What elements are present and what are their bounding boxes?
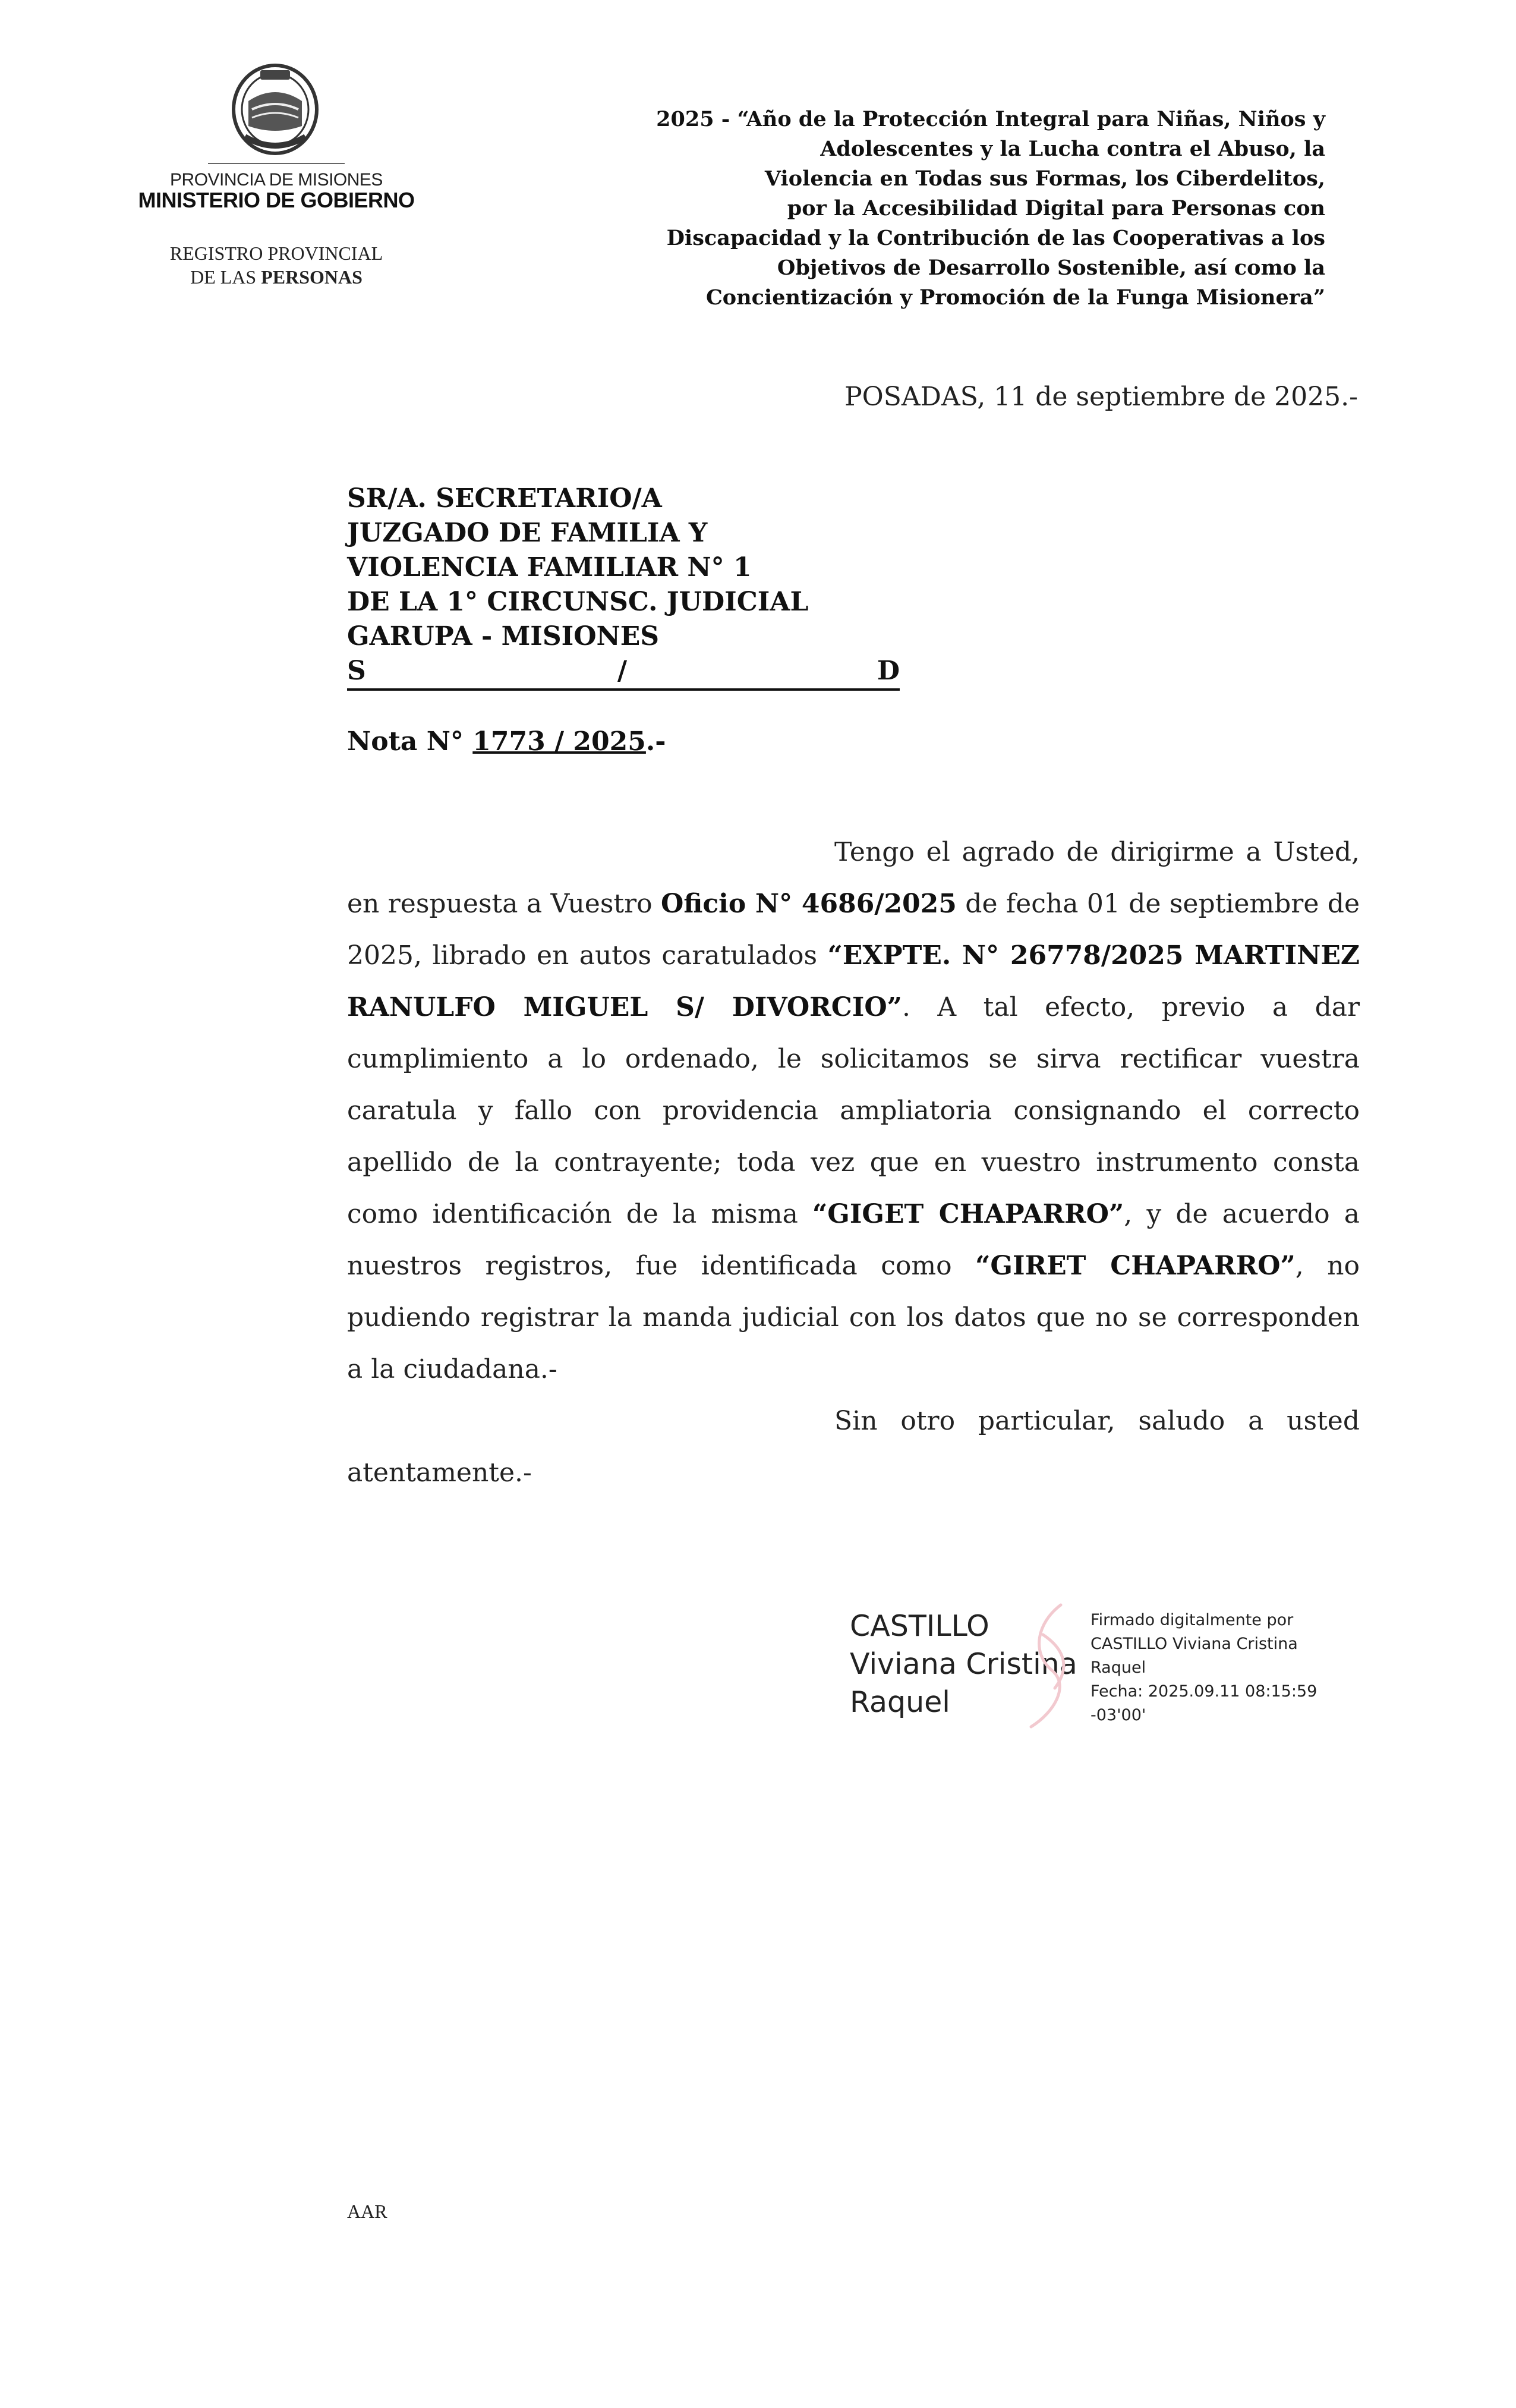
motto-line: Concientización y Promoción de la Funga Misionera”	[705, 285, 1325, 310]
signer-name-line: Raquel	[850, 1685, 950, 1719]
motto-line: Discapacidad y la Contribución de las Cooperativas a los	[666, 226, 1325, 250]
sd-slash: /	[617, 656, 628, 686]
correct-surname: “GIRET CHAPARRO”	[975, 1251, 1296, 1281]
digital-signature-info	[1090, 1609, 1317, 1727]
logo-divider	[208, 163, 345, 164]
signer-name-line: CASTILLO	[850, 1609, 989, 1643]
motto-line: 2025 - “Año de la Protección Integral para Niñas, Niños y	[656, 107, 1325, 131]
addressee-line: GARUPA - MISIONES	[347, 621, 660, 651]
province-seal-logo	[225, 59, 326, 160]
oficio-reference: Oficio N° 4686/2025	[661, 889, 957, 919]
ministry-name: MINISTERIO DE GOBIERNO	[138, 188, 415, 212]
motto-line: por la Accesibilidad Digital para Personas con	[787, 196, 1325, 221]
signature-watermark-icon	[1019, 1599, 1085, 1736]
case-reference: “EXPTE. N° 26778/2025 MARTINEZ RANULFO MIGUEL S/ DIVORCIO”	[347, 940, 1360, 1022]
province-name: PROVINCIA DE MISIONES	[170, 170, 383, 190]
body-paragraph	[347, 826, 1360, 1395]
note-suffix: .-	[645, 726, 666, 757]
body-text: , no pudiendo registrar la manda judicial con los datos que no se corresponden a la ciudadana.-	[347, 1251, 1360, 1384]
addressee-line: DE LA 1° CIRCUNSC. JUDICIAL	[347, 587, 809, 617]
body-text: . A tal efecto, previo a dar cumplimiento a lo ordenado, le solicitamos se sirva rectificar vuestra caratula y fallo con providencia ampliatoria consignando el correcto apellido de la contrayente; toda vez que en vuestro instrumento consta como identificación de la misma	[347, 992, 1360, 1229]
typist-initials: AAR	[347, 2201, 387, 2222]
year-motto	[553, 105, 1325, 313]
note-number-value: 1773 / 2025	[472, 726, 646, 757]
registry-line-2	[149, 265, 404, 289]
sd-d: D	[877, 656, 900, 686]
addressee-line: VIOLENCIA FAMILIAR N° 1	[347, 552, 752, 583]
body-text: Tengo el agrado de dirigirme a Usted, en respuesta a Vuestro	[347, 837, 1360, 919]
signature-info-line: Raquel	[1090, 1658, 1146, 1677]
signer-name-line: Viviana Cristina	[850, 1647, 1077, 1681]
motto-line: Objetivos de Desarrollo Sostenible, así como la	[777, 256, 1325, 280]
note-label: Nota N°	[347, 726, 464, 757]
body-text: de fecha 01 de septiembre de 2025, librado en autos caratulados	[347, 889, 1360, 971]
registry-name	[149, 241, 404, 289]
motto-line: Adolescentes y la Lucha contra el Abuso, la	[820, 137, 1325, 161]
body-text: , y de acuerdo a nuestros registros, fue identificada como	[347, 1199, 1360, 1281]
closing-paragraph: Sin otro particular, saludo a usted atentamente.-	[347, 1406, 1360, 1488]
addressee-line: SR/A. SECRETARIO/A	[347, 483, 662, 514]
signature-info-line: Fecha: 2025.09.11 08:15:59	[1090, 1682, 1318, 1701]
note-number	[347, 726, 666, 757]
place-date: POSADAS, 11 de septiembre de 2025.-	[844, 382, 1358, 412]
addressee-block	[347, 481, 941, 691]
addressee-line: JUZGADO DE FAMILIA Y	[347, 518, 708, 548]
letter-body	[347, 826, 1360, 1499]
signature-info-line: CASTILLO Viviana Cristina	[1090, 1635, 1298, 1653]
registry-line-2-a: DE LAS	[190, 266, 257, 288]
sd-line	[347, 654, 900, 691]
wrong-surname: “GIGET CHAPARRO”	[812, 1199, 1124, 1229]
signature-info-line: Firmado digitalmente por	[1090, 1611, 1294, 1629]
sd-s: S	[347, 656, 366, 686]
registry-line-2-b: PERSONAS	[261, 266, 363, 288]
signature-info-line: -03'00'	[1090, 1706, 1146, 1724]
registry-line-1: REGISTRO PROVINCIAL	[169, 243, 383, 264]
motto-line: Violencia en Todas sus Formas, los Ciberdelitos,	[764, 166, 1325, 191]
